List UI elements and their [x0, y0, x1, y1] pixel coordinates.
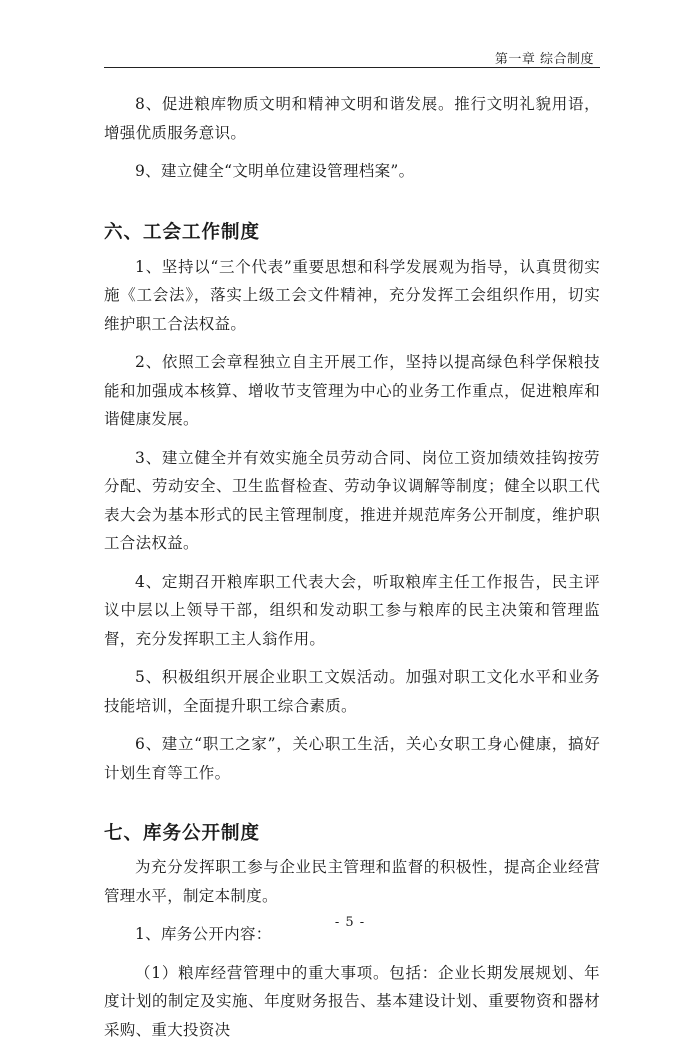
section6-item-6: 6、建立“职工之家”，关心职工生活，关心女职工身心健康，搞好计划生育等工作。	[104, 730, 600, 787]
section-heading-7: 七、库务公开制度	[104, 820, 600, 848]
section7-item-1: 1、库务公开内容：	[104, 920, 600, 949]
header-rule	[104, 67, 600, 68]
section6-item-2: 2、依照工会章程独立自主开展工作，坚持以提高绿色科学保粮技能和加强成本核算、增收节支管理为中心的业务工作重点，促进粮库和谐健康发展。	[104, 348, 600, 434]
page-body	[104, 90, 600, 1044]
section6-item-1: 1、坚持以“三个代表”重要思想和科学发展观为指导，认真贯彻实施《工会法》，落实上级工会文件精神，充分发挥工会组织作用，切实维护职工合法权益。	[104, 253, 600, 339]
paragraph-item-9: 9、建立健全“文明单位建设管理档案”。	[104, 157, 600, 186]
page-number: - 5 -	[0, 915, 700, 930]
running-header: 第一章 综合制度	[495, 48, 594, 67]
section6-item-5: 5、积极组织开展企业职工文娱活动。加强对职工文化水平和业务技能培训，全面提升职工综合素质。	[104, 663, 600, 720]
section7-item-1-sub-1: （1）粮库经营管理中的重大事项。包括：企业长期发展规划、年度计划的制定及实施、年度财务报告、基本建设计划、重要物资和器材采购、重大投资决	[104, 959, 600, 1044]
section7-intro: 为充分发挥职工参与企业民主管理和监督的积极性，提高企业经营管理水平，制定本制度。	[104, 853, 600, 910]
section-heading-6: 六、工会工作制度	[104, 219, 600, 247]
section6-item-4: 4、定期召开粮库职工代表大会，听取粮库主任工作报告，民主评议中层以上领导干部，组织和发动职工参与粮库的民主决策和管理监督，充分发挥职工主人翁作用。	[104, 568, 600, 654]
section6-item-3: 3、建立健全并有效实施全员劳动合同、岗位工资加绩效挂钩按劳分配、劳动安全、卫生监督检查、劳动争议调解等制度；健全以职工代表大会为基本形式的民主管理制度，推进并规范库务公开制度，维护职工合法权益。	[104, 444, 600, 558]
paragraph-item-8: 8、促进粮库物质文明和精神文明和谐发展。推行文明礼貌用语，增强优质服务意识。	[104, 90, 600, 147]
